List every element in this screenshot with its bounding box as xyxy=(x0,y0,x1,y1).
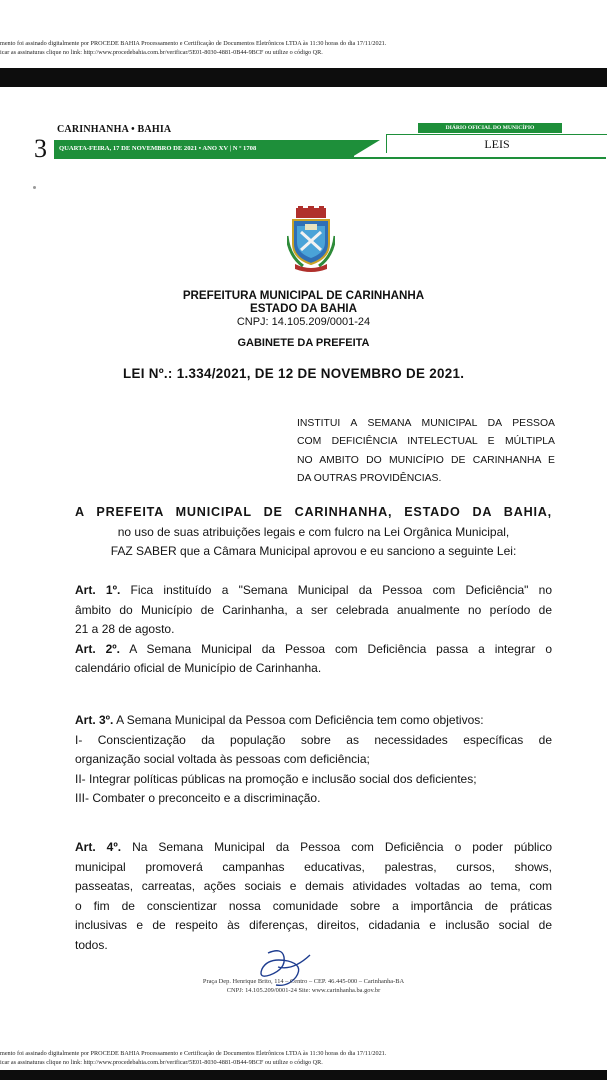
article-4-label: Art. 4º. xyxy=(75,840,122,854)
article-line xyxy=(75,581,552,601)
article-line: III- Combater o preconceito e a discriminação. xyxy=(75,791,321,806)
article-text: A Semana Municipal da Pessoa com Deficiência tem como objetivos: xyxy=(113,713,484,727)
article-line: âmbito do Município de Carinhanha, a ser celebrada anualmente no período de xyxy=(75,602,552,617)
article-text: Na Semana Municipal da Pessoa com Deficiência o poder público xyxy=(121,840,552,854)
article-line: passeatas, carreatas, ações sociais e demais atividades voltadas ao tema, com xyxy=(75,879,552,894)
article-3-label: Art. 3º. xyxy=(75,713,114,727)
article-line: o fim de conscientizar nossa comunidade sobre a importância de práticas xyxy=(75,898,552,913)
article-1-and-2 xyxy=(75,581,552,679)
digital-signature-note-bottom xyxy=(0,1050,607,1067)
issuer-state: ESTADO DA BAHIA xyxy=(250,302,357,315)
article-1-label: Art. 1º. xyxy=(75,583,121,597)
article-line: todos. xyxy=(75,937,108,952)
article-3 xyxy=(75,711,552,809)
law-title: LEI Nº.: 1.334/2021, DE 12 DE NOVEMBRO DE 2021. xyxy=(123,366,465,381)
article-line xyxy=(75,711,552,731)
signature-note-line: mento foi assinado digitalmente por PROCEDE BAHIA Processamento e Certificação de Documentos Eletrônicos LTDA às 11:30 horas do dia 17/11/2021. xyxy=(0,1050,387,1057)
edition-bar: QUARTA-FEIRA, 17 DE NOVEMBRO DE 2021 • ANO XV | N º 1708 xyxy=(54,140,354,157)
article-line: inclusivas e de respeito às diferenças, direitos, cidadania e inclusão social de xyxy=(75,918,552,933)
article-text: Fica instituído a "Semana Municipal da Pessoa com Deficiência" no xyxy=(120,583,552,597)
edition-bar-tip xyxy=(352,140,380,157)
ementa-line: INSTITUI A SEMANA MUNICIPAL DA PESSOA xyxy=(297,418,555,429)
law-preamble xyxy=(75,503,552,562)
issuer-name: PREFEITURA MUNICIPAL DE CARINHANHA xyxy=(182,289,425,302)
article-line: municipal promoverá campanhas educativas, palestras, cursos, shows, xyxy=(75,859,552,874)
ementa-line: COM DEFICIÊNCIA INTELECTUAL E MÚLTIPLA xyxy=(297,436,555,448)
issuer-office: GABINETE DA PREFEITA xyxy=(237,337,370,349)
footer-address: Praça Dep. Henrique Brito, 114 – Centro – CEP. 46.445-000 – Carinhanha-BA xyxy=(202,978,405,985)
article-text: A Semana Municipal da Pessoa com Deficiência passa a integrar o xyxy=(119,641,552,656)
issuer-cnpj: CNPJ: 14.105.209/0001-24 xyxy=(236,316,371,328)
municipal-crest-icon xyxy=(287,206,335,272)
preamble-line: no uso de suas atribuições legais e com fulcro na Lei Orgânica Municipal, xyxy=(117,524,510,539)
law-ementa xyxy=(297,415,555,489)
header-city: CARINHANHA • BAHIA xyxy=(57,124,172,135)
signature-note-line: icar as assinaturas clique no link: http://www.procedebahia.com.br/verificar/5E01-8030-4881-0B44-9BCF ou utilize o código QR. xyxy=(0,48,323,56)
digital-signature-note-top xyxy=(0,40,607,57)
article-line: I- Conscientização da população sobre as necessidades específicas de xyxy=(75,732,552,747)
article-4 xyxy=(75,838,552,956)
article-line: 21 a 28 de agosto. xyxy=(75,622,175,637)
article-line xyxy=(75,640,552,660)
article-2-label: Art. 2º. xyxy=(75,641,120,656)
scan-border-top xyxy=(0,68,607,87)
diario-oficial-label: DIÁRIO OFICIAL DO MUNICÍPIO xyxy=(418,123,562,133)
footer-cnpj-site: CNPJ: 14.105.209/0001-24 Site: www.carinhanha.ba.gov.br xyxy=(226,987,381,994)
scan-border-bottom xyxy=(0,1070,607,1080)
header-divider xyxy=(54,157,606,159)
section-label: LEIS xyxy=(386,134,607,153)
article-line: organização social voltada às pessoas com deficiência; xyxy=(75,752,370,767)
signature-note-line: mento foi assinado digitalmente por PROCEDE BAHIA Processamento e Certificação de Documentos Eletrônicos LTDA às 11:30 horas do dia 17/11/2021. xyxy=(0,40,387,47)
page-number: 3 xyxy=(34,134,47,163)
signature-note-line: icar as assinaturas clique no link: http://www.procedebahia.com.br/verificar/5E01-8030-4881-0B44-9BCF ou utilize o código QR. xyxy=(0,1058,323,1066)
ementa-line: DA OUTRAS PROVIDÊNCIAS. xyxy=(297,473,442,485)
scan-speck xyxy=(33,186,36,189)
ementa-line: NO AMBITO DO MUNICÍPIO DE CARINHANHA E xyxy=(297,454,555,466)
preamble-line: A PREFEITA MUNICIPAL DE CARINHANHA, ESTADO DA BAHIA, xyxy=(75,505,552,519)
article-line: calendário oficial de Município de Carinhanha. xyxy=(75,661,322,676)
article-line xyxy=(75,838,552,858)
preamble-line: FAZ SABER que a Câmara Municipal aprovou e eu sanciono a seguinte Lei: xyxy=(110,544,517,559)
article-line: II- Integrar políticas públicas na promoção e inclusão social dos deficientes; xyxy=(75,771,477,786)
